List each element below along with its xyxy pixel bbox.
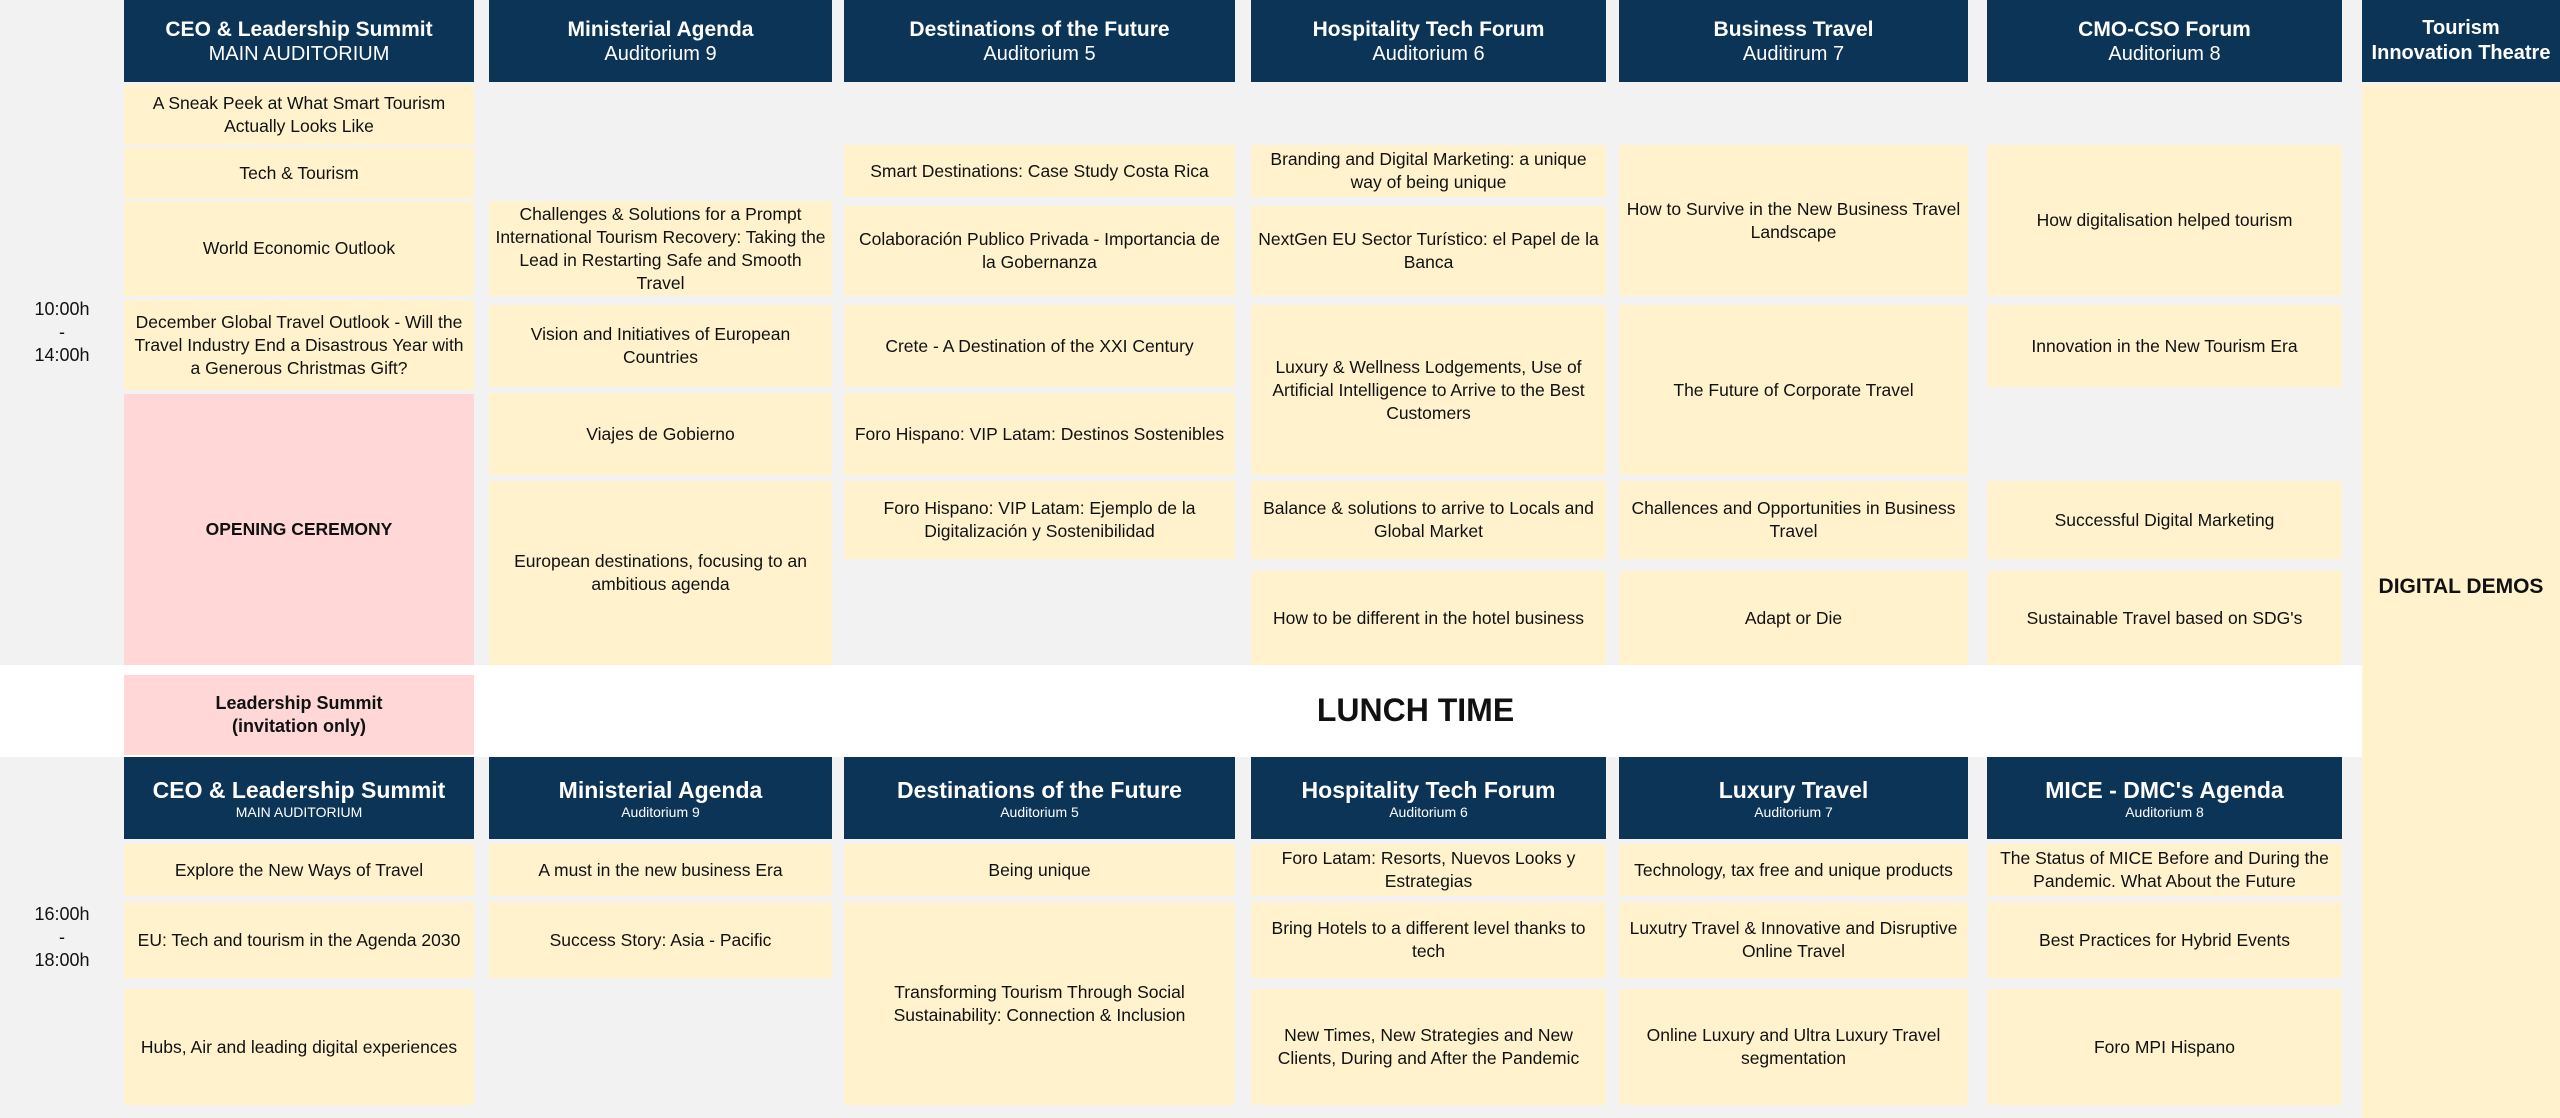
header-room: Auditorium 8 (2108, 42, 2221, 65)
session-cell[interactable] (489, 393, 832, 475)
session-cell[interactable] (1251, 571, 1606, 665)
morning-time-sep: - (59, 322, 65, 342)
session-title: Luxury & Wellness Lodgements, Use of Artificial Intelligence to Arrive to the Best Customers (1272, 356, 1585, 423)
session-title: How to Survive in the New Business Travel Landscape (1626, 198, 1961, 242)
session-cell[interactable] (844, 206, 1235, 296)
session-title: Bring Hotels to a different level thanks to tech (1271, 918, 1586, 961)
session-cell[interactable] (1987, 305, 2342, 387)
session-title: How to be different in the hotel business (1273, 607, 1584, 628)
session-title: Foro Hispano: VIP Latam: Ejemplo de la Digitalización y Sostenibilidad (883, 498, 1196, 541)
session-cell[interactable] (844, 145, 1235, 197)
session-title: OPENING CEREMONY (205, 519, 393, 539)
afternoon-time-label (0, 757, 124, 1118)
session-title: Tech & Tourism (239, 162, 359, 183)
session-title: Balance & solutions to arrive to Locals and Global Market (1263, 498, 1594, 541)
header-room: Auditirum 7 (1742, 42, 1845, 65)
session-title: A must in the new business Era (538, 859, 783, 880)
header-destinations-future (844, 757, 1235, 839)
session-title: How digitalisation helped tourism (2036, 210, 2293, 230)
opening-ceremony-cell[interactable] (124, 394, 474, 665)
session-title: New Times, New Strategies and New Clients, During and After the Pandemic (1277, 1025, 1580, 1068)
session-title: Sustainable Travel based on SDG's (2026, 607, 2303, 628)
afternoon-time-start: 16:00h (34, 904, 90, 924)
session-title: Technology, tax free and unique products (1634, 859, 1953, 880)
session-title: EU: Tech and tourism in the Agenda 2030 (137, 929, 461, 950)
session-cell[interactable] (844, 305, 1235, 387)
session-title: Online Luxury and Ultra Luxury Travel segmentation (1646, 1025, 1941, 1068)
session-title: Adapt or Die (1744, 607, 1843, 628)
header-innovation-theatre (2362, 0, 2560, 82)
session-cell[interactable] (844, 481, 1235, 559)
session-title: Best Practices for Hybrid Events (2039, 929, 2290, 950)
header-room: Auditorium 9 (604, 42, 717, 65)
session-cell[interactable] (1251, 145, 1606, 197)
session-title: Branding and Digital Marketing: a unique way of being unique (1270, 149, 1587, 192)
session-cell[interactable] (1619, 571, 1968, 665)
header-title: Hospitality Tech Forum (1301, 776, 1556, 803)
session-cell[interactable] (1619, 902, 1968, 978)
session-cell[interactable] (1987, 571, 2342, 665)
session-title: Transforming Tourism Through Social Sustainability: Connection & Inclusion (893, 981, 1186, 1025)
header-luxury-travel (1619, 757, 1968, 839)
header-hospitality-tech (1251, 757, 1606, 839)
header-room: Auditorium 6 (1372, 42, 1485, 65)
session-cell[interactable] (124, 989, 474, 1105)
session-title: Explore the New Ways of Travel (174, 859, 424, 880)
afternoon-time-sep: - (59, 927, 65, 947)
session-cell[interactable] (1619, 844, 1968, 896)
session-title: Crete - A Destination of the XXI Century (885, 335, 1194, 356)
header-cmo-cso-forum (1987, 0, 2342, 82)
digital-demos-cell[interactable] (2362, 85, 2560, 1118)
header-mice-dmc-agenda (1987, 757, 2342, 839)
header-ministerial-agenda (489, 757, 832, 839)
header-room: Auditorium 8 (2125, 803, 2204, 820)
header-ceo-summit (124, 0, 474, 82)
session-cell[interactable] (489, 201, 832, 296)
session-title: European destinations, focusing to an ambitious agenda (514, 551, 807, 594)
header-title: Business Travel (1713, 17, 1874, 41)
header-title: CEO & Leadership Summit (152, 776, 446, 803)
header-title: Hospitality Tech Forum (1312, 17, 1545, 41)
session-title: A Sneak Peek at What Smart Tourism Actually Looks Like (152, 93, 446, 136)
session-cell[interactable] (1251, 844, 1606, 896)
header-business-travel (1619, 0, 1968, 82)
session-title: Foro MPI Hispano (2093, 1036, 2236, 1057)
leadership-summit-cell[interactable] (124, 675, 474, 755)
session-title: Foro Latam: Resorts, Nuevos Looks y Estrategias (1281, 848, 1576, 891)
session-cell[interactable] (124, 300, 474, 390)
session-cell[interactable] (124, 201, 474, 296)
session-cell[interactable] (1987, 145, 2342, 296)
session-cell[interactable] (844, 902, 1235, 1105)
session-title: The Status of MICE Before and During the Pandemic. What About the Future (2000, 848, 2329, 891)
header-title: Destinations of the Future (909, 17, 1170, 41)
morning-time-label (0, 0, 124, 665)
session-cell[interactable] (1251, 481, 1606, 559)
session-cell[interactable] (124, 148, 474, 198)
session-cell[interactable] (489, 902, 832, 978)
session-title: Being unique (988, 859, 1091, 880)
header-title: Luxury Travel (1718, 776, 1869, 803)
header-ministerial-agenda (489, 0, 832, 82)
morning-time-start: 10:00h (34, 299, 90, 319)
header-title: Ministerial Agenda (567, 17, 754, 41)
header-title: Tourism (2422, 17, 2500, 39)
header-room: Auditorium 9 (621, 803, 700, 820)
session-cell[interactable] (1619, 481, 1968, 559)
session-cell[interactable] (844, 393, 1235, 475)
session-cell[interactable] (489, 481, 832, 665)
session-cell[interactable] (124, 902, 474, 978)
header-title: Ministerial Agenda (558, 776, 763, 803)
session-title: Success Story: Asia - Pacific (549, 929, 772, 950)
header-room: Auditorium 5 (983, 42, 1096, 65)
session-cell[interactable] (1251, 206, 1606, 296)
session-cell[interactable] (1987, 844, 2342, 896)
session-title: Smart Destinations: Case Study Costa Rica (870, 160, 1209, 181)
lunch-time-label: LUNCH TIME (1316, 691, 1515, 728)
header-title: MICE - DMC's Agenda (2045, 776, 2284, 803)
session-cell[interactable] (1619, 989, 1968, 1105)
header-room: Auditorium 7 (1754, 803, 1833, 820)
session-title: Vision and Initiatives of European Countries (530, 324, 791, 367)
session-title: DIGITAL DEMOS (2378, 575, 2544, 598)
session-cell[interactable] (489, 305, 832, 387)
header-room: MAIN AUDITORIUM (208, 42, 390, 65)
session-title: Successful Digital Marketing (2054, 509, 2275, 530)
morning-time-end: 14:00h (34, 345, 90, 365)
session-cell[interactable] (1987, 902, 2342, 978)
session-title: Luxutry Travel & Innovative and Disruptive Online Travel (1629, 918, 1958, 961)
session-title: Innovation in the New Tourism Era (2031, 335, 2298, 356)
header-room: Auditorium 5 (1000, 803, 1079, 820)
session-cell[interactable] (1251, 902, 1606, 978)
session-title: Viajes de Gobierno (586, 423, 735, 444)
session-title: The Future of Corporate Travel (1673, 379, 1914, 400)
session-cell[interactable] (124, 844, 474, 896)
session-cell[interactable] (1987, 989, 2342, 1105)
header-room: Auditorium 6 (1389, 803, 1468, 820)
session-cell[interactable] (489, 844, 832, 896)
session-cell[interactable] (1619, 145, 1968, 296)
header-destinations-future (844, 0, 1235, 82)
session-title: Challences and Opportunities in Business Travel (1631, 498, 1956, 541)
session-title: Hubs, Air and leading digital experiences (140, 1036, 458, 1057)
header-title: CMO-CSO Forum (2078, 17, 2251, 41)
header-hospitality-tech (1251, 0, 1606, 82)
session-title: Challenges & Solutions for a Prompt International Tourism Recovery: Taking the Lead in Restarting Safe and Smooth Travel (495, 203, 826, 293)
session-cell[interactable] (1251, 989, 1606, 1105)
session-cell[interactable] (844, 844, 1235, 896)
afternoon-time-end: 18:00h (34, 950, 90, 970)
session-title: Foro Hispano: VIP Latam: Destinos Sostenibles (854, 423, 1225, 444)
session-cell[interactable] (124, 85, 474, 145)
header-title-line2: Innovation Theatre (2371, 42, 2551, 64)
session-title: Leadership Summit (invitation only) (215, 693, 383, 736)
header-ceo-summit (124, 757, 474, 839)
session-title: World Economic Outlook (202, 238, 396, 258)
session-cell[interactable] (1251, 305, 1606, 475)
header-title: CEO & Leadership Summit (165, 17, 433, 41)
session-title: Colaboración Publico Privada - Importancia de la Gobernanza (859, 229, 1220, 272)
session-cell[interactable] (1619, 305, 1968, 475)
session-title: NextGen EU Sector Turístico: el Papel de la Banca (1258, 229, 1599, 272)
header-title: Destinations of the Future (897, 776, 1182, 803)
header-room: MAIN AUDITORIUM (235, 803, 363, 820)
session-title: December Global Travel Outlook - Will the Travel Industry End a Disastrous Year with a Generous Christmas Gift? (134, 311, 464, 378)
session-cell[interactable] (1987, 481, 2342, 559)
